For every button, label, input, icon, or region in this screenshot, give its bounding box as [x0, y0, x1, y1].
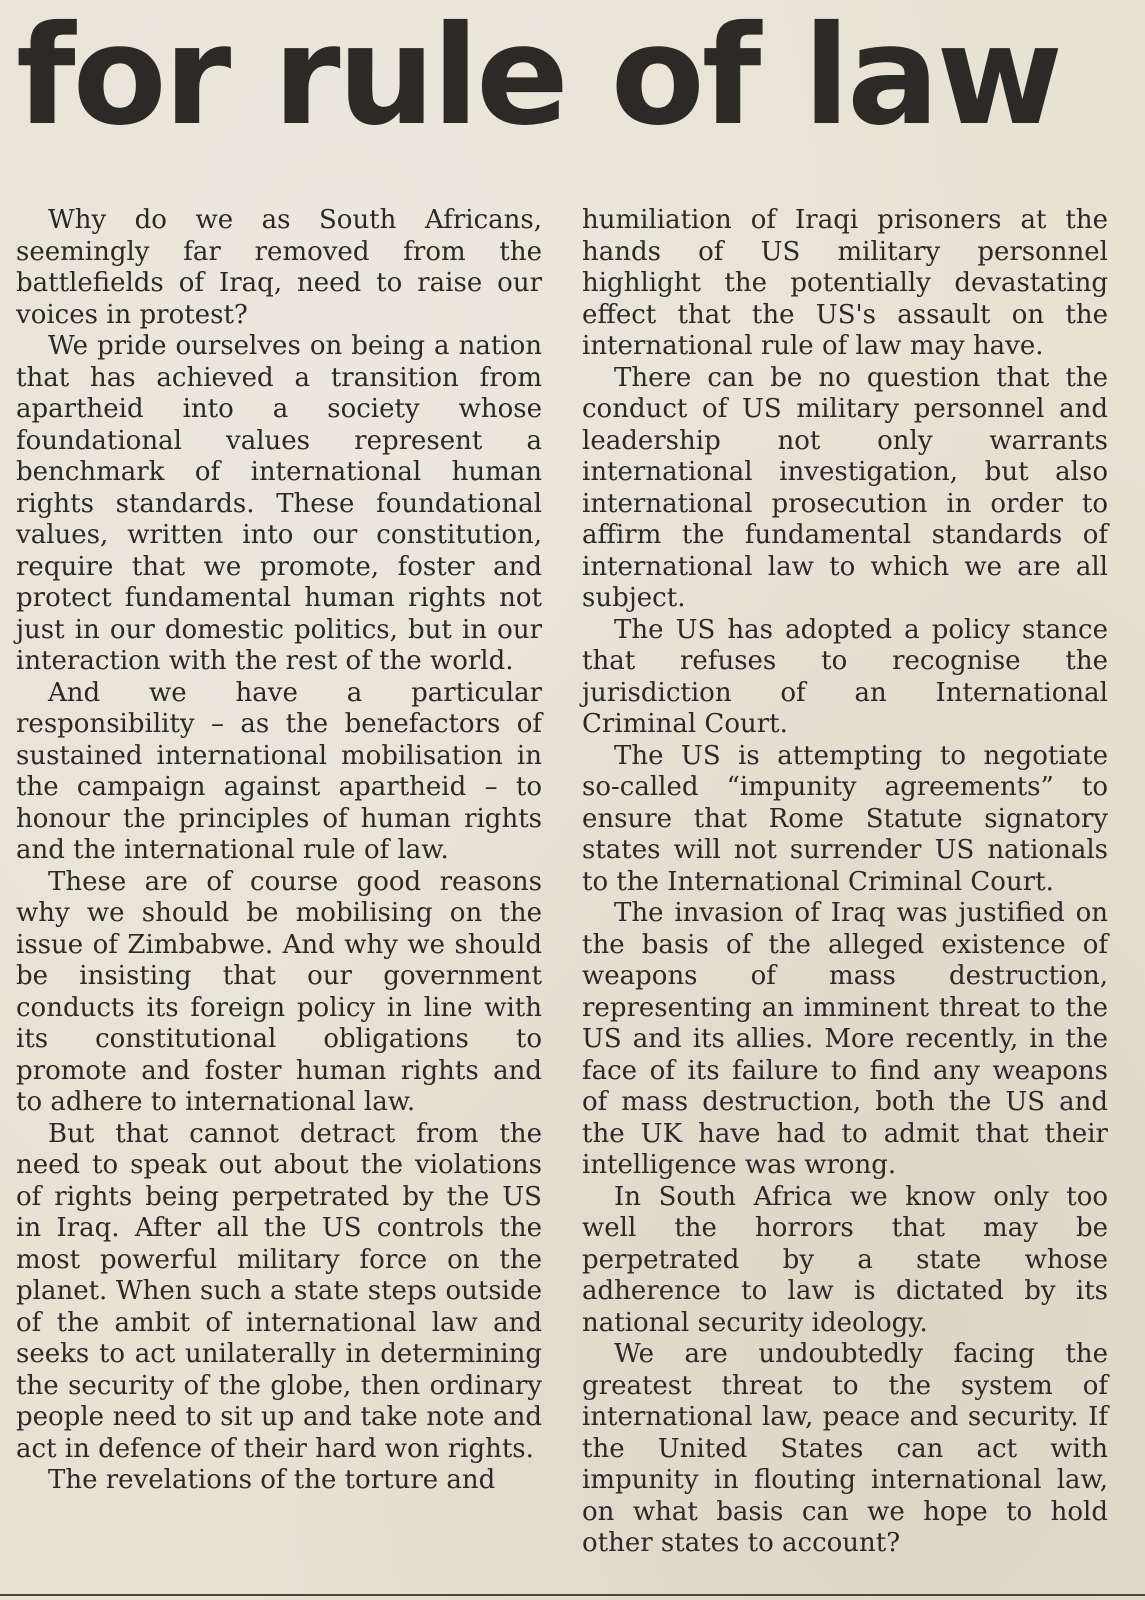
- headline: for rule of law: [16, 0, 1061, 156]
- paragraph: There can be no question that the conduct of US military personnel and leadership not only warrants international investigation, but also international prosecution in order to affirm the fundamental standards of international law to which we are all subject.: [582, 362, 1108, 613]
- paragraph: The invasion of Iraq was justified on the basis of the alleged existence of weapons of mass destruction, representing an imminent threat to the US and its allies. More recently, in the face of its failure to find any weapons of mass destruction, both the US and the UK have had to admit that their intelligence was wrong.: [582, 898, 1108, 1180]
- left-column: [16, 205, 542, 1497]
- paragraph: Why do we as South Africans, seemingly far removed from the battlefields of Iraq, need to raise our voices in protest?: [16, 205, 542, 330]
- paragraph: But that cannot detract from the need to speak out about the violations of rights being perpetrated by the US in Iraq. After all the US controls the most powerful military force on the planet. When such a state steps outside of the ambit of international law and seeks to act unilaterally in determining the security of the globe, then ordinary people need to sit up and take note and act in defence of their hard won rights.: [16, 1118, 542, 1464]
- paragraph: The US is attempting to negotiate so-called “impunity agreements” to ensure that Rome Statute signatory states will not surrender US nationals to the International Criminal Court.: [582, 740, 1108, 897]
- paragraph-continued: humiliation of Iraqi prisoners at the hands of US military personnel highlight the potentially devastating effect that the US's assault on the international rule of law may have.: [582, 205, 1108, 361]
- right-column: [582, 205, 1108, 1560]
- paragraph: In South Africa we know only too well the horrors that may be perpetrated by a state whose adherence to law is dictated by its national security ideology.: [582, 1181, 1108, 1338]
- paragraph: The US has adopted a policy stance that refuses to recognise the jurisdiction of an International Criminal Court.: [582, 614, 1108, 739]
- paragraph: We pride ourselves on being a nation that has achieved a transition from apartheid into a society whose foundational values represent a benchmark of international human rights standards. These foundational values, written into our constitution, require that we promote, foster and protect fundamental human rights not just in our domestic politics, but in our interaction with the rest of the world.: [16, 331, 542, 676]
- paragraph: The revelations of the torture and: [48, 1465, 496, 1495]
- paragraph: And we have a particular responsibility – as the benefactors of sustained international mobilisation in the campaign against apartheid – to honour the principles of human rights and the international rule of law.: [16, 677, 542, 865]
- bottom-rule: [0, 1594, 1145, 1596]
- paragraph: We are undoubtedly facing the greatest threat to the system of international law, peace and security. If the United States can act with impunity in flouting international law, on what basis can we hope to hold other states to account?: [582, 1339, 1108, 1558]
- paragraph: These are of course good reasons why we should be mobilising on the issue of Zimbabwe. And why we should be insisting that our government conducts its foreign policy in line with its constitutional obligations to promote and foster human rights and to adhere to international law.: [16, 866, 542, 1117]
